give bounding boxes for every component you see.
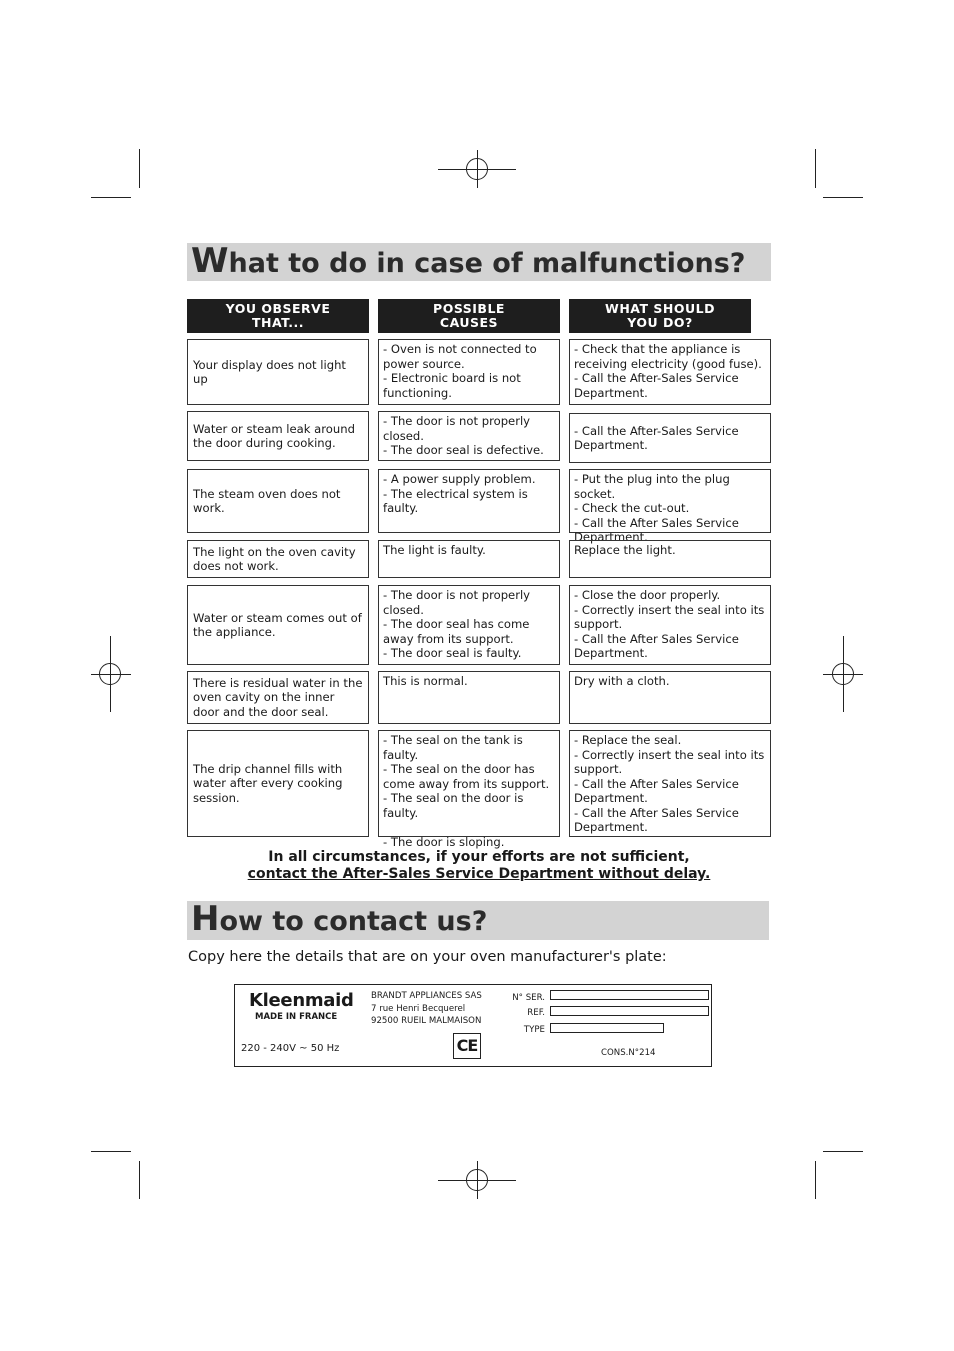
registration-target-icon <box>466 1169 488 1191</box>
table-cell-actions: - Close the door properly. - Correctly insert the seal into its support. - Call the After Sales Service Department. <box>569 585 771 665</box>
table-cell-causes: - The door is not properly closed. - The door seal is defective. <box>378 411 560 461</box>
type-field <box>550 1023 664 1033</box>
title-text: ow to contact us? <box>219 906 488 937</box>
table-cell-causes: - The seal on the tank is faulty. - The seal on the door has come away from its support. - The seal on the door is faulty. - The door is sloping. <box>378 730 560 837</box>
table-cell-observe: The drip channel fills with water after every cooking session. <box>187 730 369 837</box>
brand-logo: Kleenmaid <box>249 990 354 1011</box>
type-label: TYPE <box>523 1025 545 1035</box>
ce-mark-icon: CE <box>453 1033 481 1059</box>
table-cell-actions: - Check that the appliance is receiving electricity (good fuse). - Call the After-Sales Service Department. <box>569 339 771 405</box>
serial-number-label: N° SER. <box>512 993 545 1003</box>
table-cell-observe: Water or steam leak around the door during cooking. <box>187 411 369 461</box>
registration-target-icon <box>99 663 121 685</box>
registration-target-icon <box>832 663 854 685</box>
header-possible-causes: POSSIBLE CAUSES <box>378 299 560 333</box>
table-cell-observe: Your display does not light up <box>187 339 369 405</box>
cons-number: CONS.N°214 <box>601 1048 656 1058</box>
malfunctions-title <box>187 243 771 281</box>
table-cell-observe: The steam oven does not work. <box>187 469 369 533</box>
notice-line-1: In all circumstances, if your efforts are not sufficient, <box>268 849 690 865</box>
voltage-label: 220 - 240V ~ 50 Hz <box>241 1043 340 1054</box>
title-initial: W <box>191 241 229 281</box>
table-cell-causes: This is normal. <box>378 671 560 724</box>
contact-title <box>187 901 769 940</box>
table-cell-actions: - Call the After-Sales Service Department. <box>569 413 771 463</box>
manufacturer-address: BRANDT APPLIANCES SAS 7 rue Henri Becquerel 92500 RUEIL MALMAISON <box>371 991 482 1026</box>
serial-number-field <box>550 990 709 1000</box>
table-cell-observe: There is residual water in the oven cavity on the inner door and the door seal. <box>187 671 369 724</box>
table-cell-observe: The light on the oven cavity does not work. <box>187 540 369 578</box>
table-cell-causes: - Oven is not connected to power source. - Electronic board is not functioning. <box>378 339 560 405</box>
title-text: hat to do in case of malfunctions? <box>228 248 746 279</box>
table-cell-causes: - The door is not properly closed. - The door seal has come away from its support. - The door seal is faulty. <box>378 585 560 665</box>
table-cell-causes: The light is faulty. <box>378 540 560 578</box>
header-what-should-you-do: WHAT SHOULD YOU DO? <box>569 299 751 333</box>
title-initial: H <box>191 899 220 939</box>
table-cell-causes: - A power supply problem. - The electrical system is faulty. <box>378 469 560 533</box>
contact-intro: Copy here the details that are on your oven manufacturer's plate: <box>188 949 667 965</box>
ref-field <box>550 1006 709 1016</box>
manufacturer-plate <box>234 984 712 1067</box>
after-sales-notice <box>187 849 771 883</box>
made-in-label: MADE IN FRANCE <box>255 1012 338 1022</box>
registration-target-icon <box>466 158 488 180</box>
table-cell-actions: Replace the light. <box>569 540 771 578</box>
table-cell-actions: - Replace the seal. - Correctly insert the seal into its support. - Call the After Sales Service Department. - Call the After Sales Service Department. <box>569 730 771 837</box>
ref-label: REF. <box>527 1008 545 1018</box>
table-cell-actions: - Put the plug into the plug socket. - Check the cut-out. - Call the After Sales Service Department. <box>569 469 771 533</box>
table-cell-observe: Water or steam comes out of the appliance. <box>187 585 369 665</box>
notice-line-2: contact the After-Sales Service Department without delay. <box>247 866 711 882</box>
header-you-observe: YOU OBSERVE THAT... <box>187 299 369 333</box>
table-cell-actions: Dry with a cloth. <box>569 671 771 724</box>
